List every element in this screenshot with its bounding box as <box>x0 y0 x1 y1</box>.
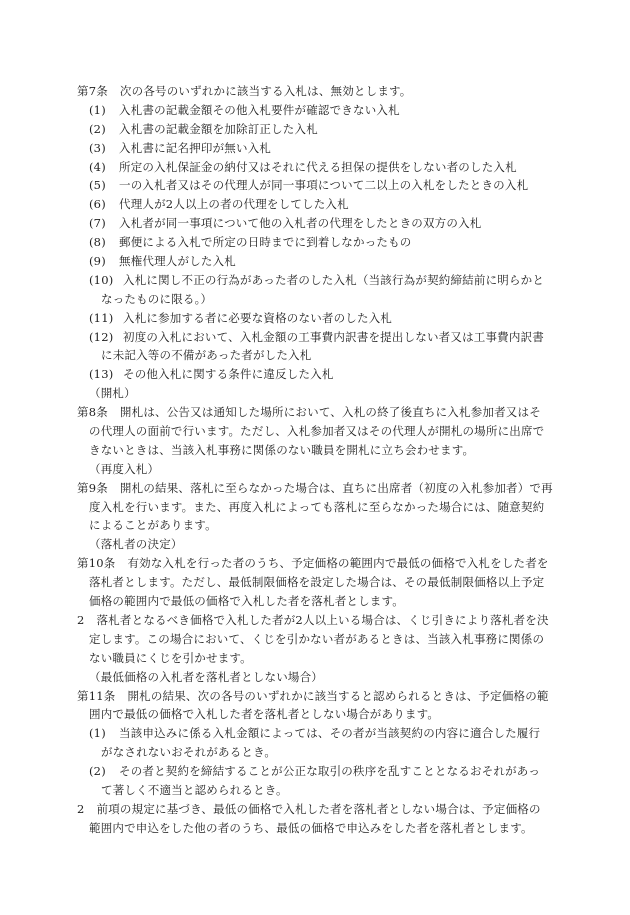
item-text: 初度の入札において、入札金額の工事費内訳書を提出しない者又は工事費内訳書 <box>123 329 544 344</box>
item-text: 無権代理人がした入札 <box>119 254 236 269</box>
art11-para2 <box>77 819 552 838</box>
article-7-item <box>77 328 552 347</box>
item-text: 入札書の記載金額その他入札要件が確認できない入札 <box>119 102 400 117</box>
art10-line <box>77 592 552 611</box>
art9-line <box>77 516 552 535</box>
article-label: 第9条 <box>77 480 108 495</box>
art8-line <box>77 403 552 422</box>
article-7-lead <box>77 82 552 101</box>
art11-heading <box>77 668 552 687</box>
item-number: (4) <box>89 159 106 174</box>
article-text: 落札者とします。ただし、最低制限価格を設定した場合は、その最低制限価格以上予定 <box>89 575 545 590</box>
article-7-item-cont <box>77 290 552 309</box>
item-number: (7) <box>89 216 106 231</box>
article-7-item <box>77 214 552 233</box>
item-text: 郵便による入札で所定の日時までに到着しなかったもの <box>119 235 412 250</box>
article-7-item <box>77 176 552 195</box>
article-text: 価格の範囲内で最低の価格で入札した者を落札者とします。 <box>89 594 404 609</box>
art9-line <box>77 479 552 498</box>
item-text: 入札に関し不正の行為があった者のした入札（当該行為が契約締結前に明らかと <box>123 272 545 287</box>
art8-line <box>77 422 552 441</box>
article-text: 定します。この場合において、くじを引かない者があるときは、当該入札事務に関係の <box>89 631 545 646</box>
item-text: 入札に参加する者に必要な資格のない者のした入札 <box>123 310 393 325</box>
article-7-item <box>77 252 552 271</box>
article-label: 第11条 <box>77 688 116 703</box>
article-label: 第7条 <box>77 84 108 98</box>
art10-para2 <box>77 630 552 649</box>
item-text: 一の入札者又はその代理人が同一事項について二以上の入札をしたときの入札 <box>119 178 529 193</box>
article-7-item <box>77 365 552 384</box>
article-11-item <box>77 724 552 743</box>
article-text: 開札の結果、落札に至らなかった場合は、直ちに出席者（初度の入札参加者）で再 <box>119 480 553 495</box>
art11-para2 <box>77 800 552 819</box>
item-text: 入札書に記名押印が無い入札 <box>119 140 272 155</box>
article-text: によることがあります。 <box>89 518 217 533</box>
item-number: (1) <box>89 102 106 117</box>
paragraph-number: 2 <box>77 801 85 816</box>
article-11-item-cont <box>77 781 552 800</box>
item-text: がなされないおそれがあるとき。 <box>101 745 277 760</box>
article-text: 落札者となるべき価格で入札した者が2人以上いる場合は、くじ引きにより落札者を決 <box>96 612 549 627</box>
item-text: 所定の入札保証金の納付又はそれに代える担保の提供をしない者のした入札 <box>119 159 517 174</box>
item-number: (11) <box>89 310 114 325</box>
article-text: 範囲内で申込をした他の者のうち、最低の価格で申込みをした者を落札者とします。 <box>89 820 533 835</box>
article-heading: （落札者の決定） <box>89 537 183 552</box>
art10-heading <box>77 535 552 554</box>
art9-line <box>77 498 552 517</box>
item-text: その者と契約を締結することが公正な取引の秩序を乱すこととなるおそれがあっ <box>119 764 541 779</box>
article-heading: （開札） <box>89 386 136 401</box>
article-text: きないときは、当該入札事務に関係のない職員を開札に立ち会わせます。 <box>89 442 475 457</box>
item-number: (10) <box>89 272 114 287</box>
article-text: 開札の結果、次の各号のいずれかに該当すると認められるときは、予定価格の範 <box>127 688 549 703</box>
item-text: なったものに限る。） <box>101 291 213 306</box>
paragraph-number: 2 <box>77 612 85 627</box>
article-text: の代理人の面前で行います。ただし、入札参加者又はその代理人が開札の場所に出席で <box>89 424 545 439</box>
art10-para2 <box>77 611 552 630</box>
article-11-item-cont <box>77 743 552 762</box>
article-7-item <box>77 101 552 120</box>
art10-line <box>77 573 552 592</box>
item-text: 代理人が2人以上の者の代理をしてした入札 <box>119 197 349 212</box>
article-text: ない職員にくじを引かせます。 <box>89 650 252 665</box>
article-text: 前項の規定に基づき、最低の価格で入札した者を落札者としない場合は、予定価格の <box>96 801 541 816</box>
item-number: (1) <box>89 726 106 741</box>
article-text: 次の各号のいずれかに該当する入札は、無効とします。 <box>119 84 412 98</box>
article-heading: （最低価格の入札者を落札者としない場合） <box>89 669 323 684</box>
document-body <box>77 82 552 838</box>
item-text: その他入札に関する条件に違反した入札 <box>123 367 334 382</box>
item-number: (2) <box>89 764 106 779</box>
article-label: 第8条 <box>77 405 108 420</box>
article-text: 度入札を行います。また、再度入札によっても落札に至らなかった場合には、随意契約 <box>89 499 545 514</box>
art10-para2 <box>77 649 552 668</box>
item-number: (5) <box>89 178 106 193</box>
article-11-item <box>77 762 552 781</box>
art8-heading <box>77 384 552 403</box>
article-7-item <box>77 120 552 139</box>
item-number: (9) <box>89 254 106 269</box>
item-number: (3) <box>89 140 106 155</box>
article-7-item <box>77 233 552 252</box>
item-number: (2) <box>89 121 106 136</box>
item-number: (8) <box>89 235 106 250</box>
item-number: (6) <box>89 197 106 212</box>
art9-heading <box>77 460 552 479</box>
art10-line <box>77 554 552 573</box>
article-text: 有効な入札を行った者のうち、予定価格の範囲内で最低の価格で入札をした者を <box>127 556 549 571</box>
item-text: に未記入等の不備があった者がした入札 <box>101 348 312 363</box>
item-text: て著しく不適当と認められるとき。 <box>101 782 288 797</box>
article-text: 囲内で最低の価格で入札した者を落札者としない場合があります。 <box>89 707 440 722</box>
item-text: 入札書の記載金額を加除訂正した入札 <box>119 121 318 136</box>
art8-line <box>77 441 552 460</box>
article-7-item <box>77 195 552 214</box>
article-heading: （再度入札） <box>89 461 160 476</box>
article-7-item <box>77 271 552 290</box>
article-7-item <box>77 158 552 177</box>
item-number: (13) <box>89 367 114 382</box>
art11-line <box>77 687 552 706</box>
article-7-item <box>77 139 552 158</box>
article-text: 開札は、公告又は通知した場所において、入札の終了後直ちに入札参加者又はそ <box>119 405 541 420</box>
item-text: 当該申込みに係る入札金額によっては、その者が当該契約の内容に適合した履行 <box>119 726 541 741</box>
art11-line <box>77 705 552 724</box>
item-text: 入札者が同一事項について他の入札者の代理をしたときの双方の入札 <box>119 216 482 231</box>
article-label: 第10条 <box>77 556 116 571</box>
article-7-item <box>77 309 552 328</box>
item-number: (12) <box>89 329 114 344</box>
article-7-item-cont <box>77 346 552 365</box>
